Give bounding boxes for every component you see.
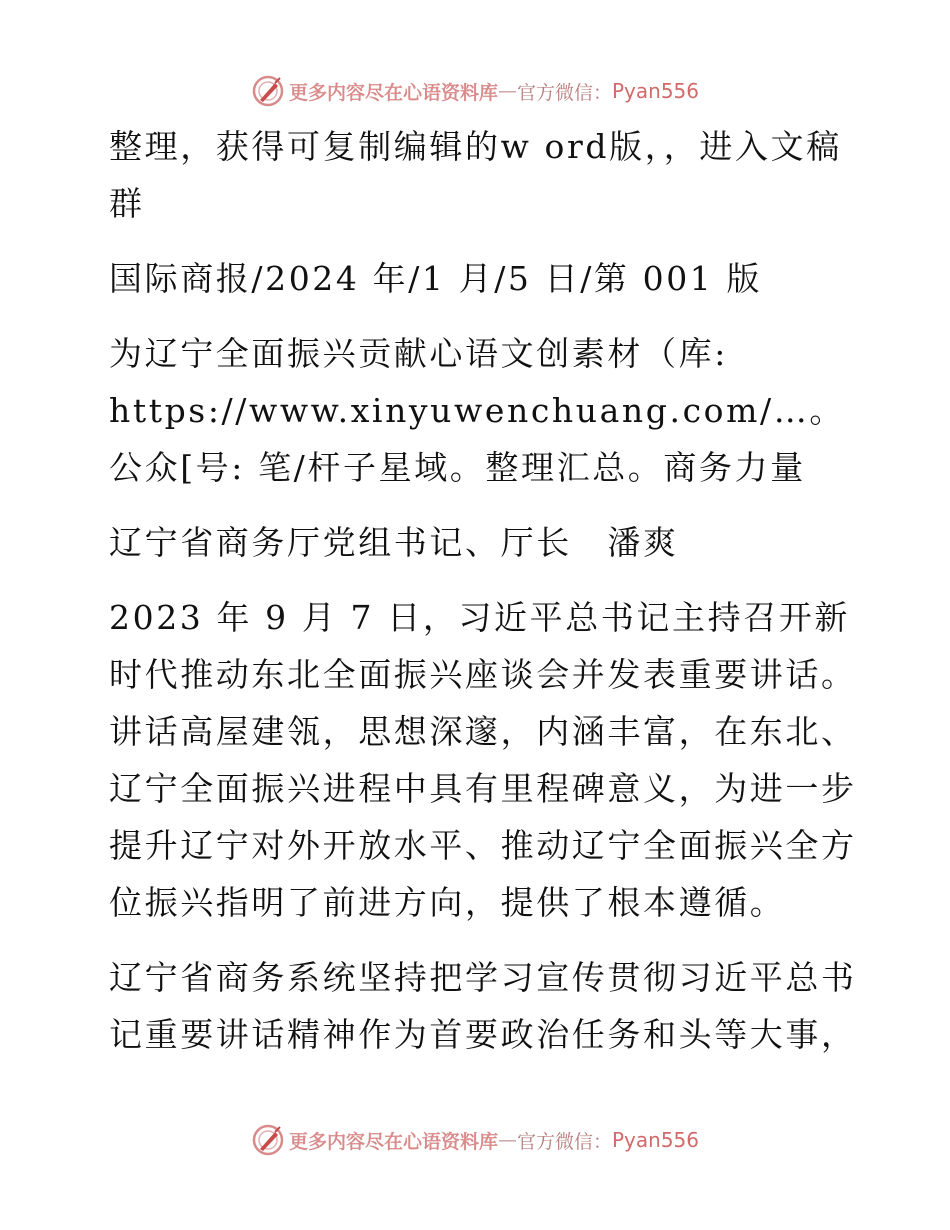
paragraph-author: 辽宁省商务厅党组书记、厅长 潘爽 bbox=[109, 523, 679, 562]
header-watermark bbox=[0, 71, 950, 111]
paragraph-body-1: 2023 年 9 月 7 日，习近平总书记主持召开新时代推动东北全面振兴座谈会并发表重要讲话。讲话高屋建瓴，思想深邃，内涵丰富，在东北、辽宁全面振兴进程中具有里程碑意义，为进一步提升辽宁对外开放水平、推动辽宁全面振兴全方位振兴指明了前进方向，提供了根本遵循。 bbox=[109, 598, 857, 922]
watermark-contact-label: 官方微信： bbox=[516, 81, 612, 104]
paragraph-intro: 整理，获得可复制编辑的w ord版，，进入文稿群 bbox=[109, 127, 842, 223]
quill-logo-icon bbox=[251, 74, 285, 108]
paragraph-body-2: 辽宁省商务系统坚持把学习宣传贯彻习近平总书记重要讲话精神作为首要政治任务和头等大事， bbox=[109, 958, 857, 1054]
paragraph-source: 国际商报/2024 年/1 月/5 日/第 001 版 bbox=[109, 259, 763, 298]
quill-logo-icon bbox=[251, 1123, 285, 1157]
watermark-main-text: 更多内容尽在心语资料库 bbox=[288, 81, 498, 104]
footer-watermark bbox=[0, 1120, 950, 1160]
watermark-dash: — bbox=[497, 1129, 517, 1151]
watermark-contact-label: 官方微信： bbox=[516, 1130, 612, 1153]
document-body bbox=[97, 118, 857, 1081]
paragraph-title: 为辽宁全面振兴贡献心语文创素材（库: https://www.xinyuwenchuang.com/…。公众[号: 笔/杆子星域。整理汇总。商务力量 bbox=[109, 334, 845, 487]
watermark-dash: — bbox=[497, 80, 517, 102]
watermark-handle: Pyan556 bbox=[612, 1128, 700, 1152]
watermark-main-text: 更多内容尽在心语资料库 bbox=[288, 1130, 498, 1153]
watermark-handle: Pyan556 bbox=[612, 79, 700, 103]
